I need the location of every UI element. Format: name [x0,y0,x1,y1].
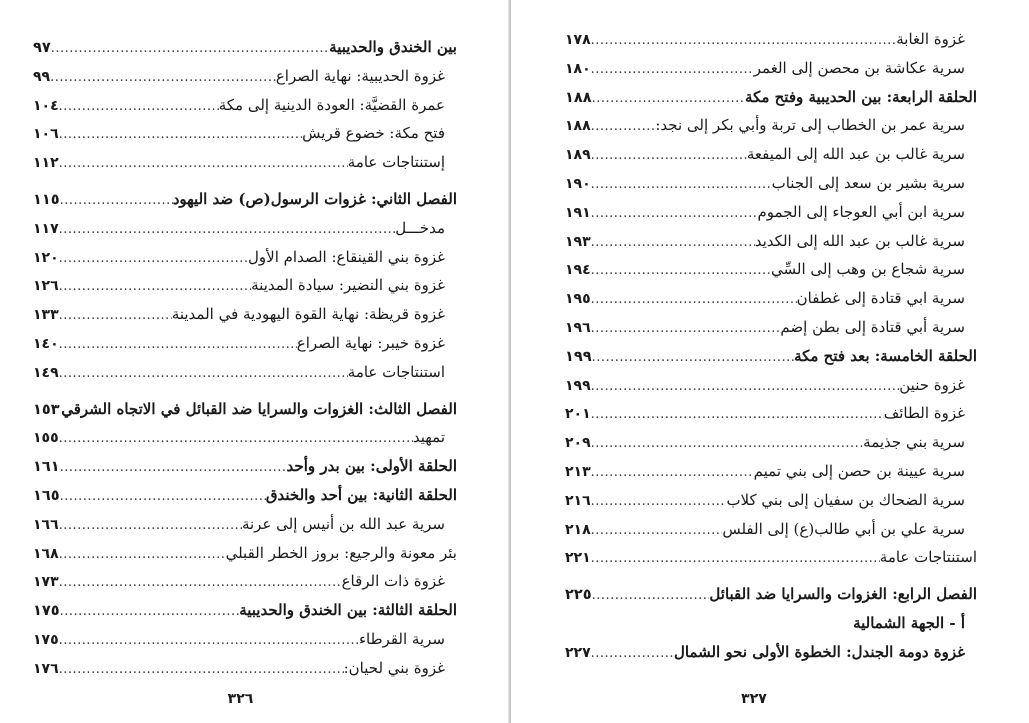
toc-entry-title: سرية شجاع بن وهب إلى السِّي [770,260,965,279]
toc-entry-page: ١٧٦ [33,660,59,677]
toc-entry-page: ١٥٥ [33,430,59,447]
leader-dots [59,541,226,570]
toc-entry-title: الحلقة الثانية: بين أحد والخندق [265,485,457,504]
toc-entry-page: ١٤٠ [33,335,59,352]
toc-entry[interactable] [33,271,457,300]
toc-entry-title: سرية غالب بن عبد الله إلى الميفعة [746,145,965,164]
toc-entry-page: ١٤٩ [33,364,59,381]
leader-dots [59,425,413,454]
toc-section-heading[interactable] [33,481,457,510]
toc-entry[interactable] [33,33,457,62]
leader-dots [51,35,329,64]
toc-entry-title: غزوة دومة الجندل: الخطوة الأولى نحو الشمال [673,642,965,661]
leader-dots [591,113,656,142]
toc-entry-title: استنتاجات عامة [347,362,445,381]
toc-entry[interactable] [33,91,457,120]
toc-entry-title: سرية ابن أبي العوجاء إلى الجموم [757,202,965,221]
leader-dots [59,302,172,331]
toc-entry-title: سرية أبي قتادة إلى بطن إضم [780,317,965,336]
toc-entry-page: ١٩٩ [565,377,591,394]
toc-entry-title: سرية عكاشة بن محصن إلى الغمر [753,58,965,77]
toc-entry[interactable] [565,543,977,572]
toc-entry-page: ١٧٣ [33,574,59,591]
toc-entry[interactable] [33,300,457,329]
toc-entry-title: إستنتاجات عامة [347,153,445,172]
toc-entry[interactable] [33,243,457,272]
toc-entry-page: ١٢٦ [33,278,59,295]
toc-entry-title: غزوة الطائف [883,404,965,423]
leader-dots [591,430,864,459]
toc-entry[interactable] [565,198,977,227]
toc-entry-page: ١٧٨ [565,32,591,48]
toc-entry-page: ١٩٤ [565,262,591,279]
leader-dots [591,517,723,546]
toc-entry-page: ١٢٠ [33,249,59,266]
leader-dots [591,142,747,171]
toc-entry-title: سرية عبد الله بن أنيس إلى عرنة [241,514,445,533]
leader-dots [59,121,303,150]
toc-entry-page: ١٦٨ [33,545,59,562]
toc-entry-page: ١٨٨ [565,89,592,106]
toc-entry-page: ١٠٦ [33,126,59,143]
toc-entry-title: سرية عمر بن الخطاب إلى تربة وأبي بكر إلى نجد: [655,116,965,135]
leader-dots [591,401,884,430]
toc-entry[interactable] [565,111,977,140]
toc-entry-title: غزوة حنين [899,375,965,394]
toc-entry-title: الفصل الرابع: الغزوات والسرايا ضد القبائل [709,585,977,604]
leader-dots [50,64,276,93]
toc-entry-title: غزوة بني النضير: سيادة المدينة [251,276,445,295]
toc-entry-title: غزوة الحديبية: نهاية الصراع [275,66,445,85]
leader-dots [59,273,252,302]
leader-dots [60,187,173,216]
leader-dots [59,150,348,179]
toc-entry-page: ١٦٥ [33,487,60,504]
toc-entry-title: غزوة خيبر: نهاية الصراع [296,333,445,352]
leader-dots [591,286,797,315]
toc-entry[interactable] [33,329,457,358]
toc-entry[interactable] [33,654,457,683]
leader-dots [59,331,297,360]
toc-entry[interactable] [33,423,457,452]
toc-entry-title: الفصل الثاني: غزوات الرسول(ص) ضد اليهود [172,189,457,208]
toc-entry[interactable] [565,371,977,400]
toc-entry-title: الفصل الثالث: الغزوات والسرايا ضد القبائل في الاتجاه الشرقي [61,399,457,418]
toc-entry-title: سرية ابي قتادة إلى غطفان [796,289,965,308]
leader-dots [60,454,287,483]
leader-dots [591,488,727,517]
toc-entry-page: ١٥٣ [33,401,60,418]
toc-entry[interactable] [565,54,977,83]
toc-entry-title: عمرة القضيَّة: العودة الدينية إلى مكة [218,95,445,114]
toc-entry-title: استنتاجات عامة [879,548,977,567]
toc-list-left [33,33,457,683]
toc-entry-title: سرية بشير بن سعد إلى الجناب [771,173,965,192]
toc-entry-page: ١٦٦ [33,516,59,533]
toc-entry[interactable] [33,567,457,596]
toc-entry-page: ١١٢ [33,155,59,172]
toc-entry-title: بين الخندق والحديبية [329,38,457,56]
toc-entry-title: غزوة الغابة [896,30,965,48]
toc-subheading [565,609,977,638]
toc-entry-title: الحلقة الأولى: بين بدر وأحد [286,457,457,476]
toc-entry-title: سرية علي بن أبي طالب(ع) إلى الفلس [722,519,965,538]
leader-dots [60,598,240,627]
toc-list-right [565,25,977,667]
leader-dots [591,229,755,258]
leader-dots [60,483,266,512]
leader-dots [591,373,900,402]
toc-entry-page: ١٧٥ [33,603,60,620]
toc-entry[interactable] [33,119,457,148]
leader-dots [591,200,758,229]
toc-entry-page: ١٨٩ [565,147,591,164]
leader-dots [591,171,772,200]
toc-chapter-heading[interactable] [565,580,977,609]
toc-entry-page: ١٩٥ [565,291,591,308]
left-page [0,0,509,723]
toc-entry-page: ١٩٣ [565,233,591,250]
toc-entry[interactable] [565,515,977,544]
toc-section-heading[interactable] [33,596,457,625]
toc-entry[interactable] [33,358,457,387]
leader-dots [592,85,745,114]
toc-entry-title: سرية غالب بن عبد الله إلى الكديد [754,231,965,250]
toc-entry-title: فتح مكة: خضوع قريش [302,124,445,143]
toc-entry-title: غزوة ذات الرقاع [341,572,445,591]
toc-section-heading[interactable] [565,342,977,371]
toc-entry[interactable] [565,486,977,515]
toc-entry-page: ١١٥ [33,191,60,208]
toc-entry[interactable] [565,638,977,667]
toc-entry-page: ١٠٤ [33,97,59,114]
toc-section-heading[interactable] [565,83,977,112]
toc-entry[interactable] [565,227,977,256]
toc-entry[interactable] [33,214,457,243]
toc-entry-title: الحلقة الخامسة: بعد فتح مكة [794,346,977,365]
toc-entry-page: ١٧٥ [33,631,59,648]
toc-entry-title: سرية عيينة بن حصن إلى بني تميم [753,461,965,480]
page-number: ٣٢٧ [741,691,767,707]
toc-entry-title: تمهيد [412,428,445,447]
page-number: ٣٢٦ [227,691,254,707]
toc-entry[interactable] [565,284,977,313]
leader-dots [591,27,897,56]
toc-entry-title: أ - الجهة الشمالية [853,613,965,632]
toc-entry[interactable] [565,25,977,54]
toc-chapter-heading[interactable] [33,395,457,424]
toc-entry-page: ١١٧ [33,220,59,237]
toc-entry-page: ١٩٩ [565,348,592,365]
toc-entry-page: ١٣٣ [33,307,59,324]
toc-entry-page: ٢١٣ [565,463,591,480]
leader-dots [591,257,771,286]
toc-entry[interactable] [565,399,977,428]
toc-entry[interactable] [565,169,977,198]
right-page [511,0,1029,723]
leader-dots [591,545,880,574]
toc-entry-page: ٢٠١ [565,406,591,423]
leader-dots [59,360,348,389]
leader-dots [59,512,242,541]
toc-entry[interactable] [33,62,457,91]
toc-entry-page: ٢١٨ [565,521,591,538]
leader-dots [59,216,396,245]
leader-dots [592,344,795,373]
toc-entry-title: سرية القرطاء [359,629,445,648]
toc-section-heading[interactable] [33,452,457,481]
toc-entry-title: الحلقة الرابعة: بين الحديبية وفتح مكة [745,87,977,106]
toc-entry-page: ١٩١ [565,204,591,221]
toc-entry[interactable] [33,539,457,568]
toc-entry-title: سرية بني جذيمة [863,433,965,452]
toc-entry-page: ١٦١ [33,459,60,476]
leader-dots [59,245,248,274]
toc-entry[interactable] [565,457,977,486]
leader-dots [59,656,344,685]
toc-entry[interactable] [565,255,977,284]
toc-entry-page: ٢٢١ [565,550,591,567]
toc-entry-page: ١٨٨ [565,118,591,135]
toc-entry[interactable] [565,428,977,457]
leader-dots [59,93,219,122]
toc-entry-title: الحلقة الثالثة: بين الخندق والحديبية [239,601,457,620]
leader-dots [591,56,754,85]
toc-entry-page: ١٩٠ [565,175,591,192]
toc-entry-page: ٢٠٩ [565,435,591,452]
leader-dots [591,459,754,488]
toc-entry-page: ٢١٦ [565,492,591,509]
toc-entry-title: غزوة قريظة: نهاية القوة اليهودية في المدينة [171,305,445,324]
toc-entry-page: ١٩٦ [565,319,591,336]
leader-dots [591,315,781,344]
toc-entry[interactable] [33,148,457,177]
toc-entry-title: غزوة بني القينقاع: الصدام الأول [248,247,445,266]
leader-dots [592,582,710,611]
toc-entry-page: ١٨٠ [565,60,591,77]
leader-dots [59,627,359,656]
toc-entry-page: ٢٢٥ [565,587,592,604]
toc-entry-page: ٩٩ [33,68,51,85]
toc-entry-page: ٢٢٧ [565,644,591,661]
toc-chapter-heading[interactable] [33,185,457,214]
toc-entry-title: سرية الضحاك بن سفيان إلى بني كلاب [726,490,965,509]
toc-entry-title: مدخـــل [395,218,445,237]
toc-entry-page: ٩٧ [33,40,51,56]
toc-entry[interactable] [565,140,977,169]
leader-dots [591,640,674,669]
toc-entry[interactable] [33,625,457,654]
toc-entry[interactable] [33,510,457,539]
toc-entry-title: بئر معونة والرجيع: بروز الخطر القبلي [225,543,457,562]
toc-entry-title: غزوة بني لحيان: [343,658,445,677]
leader-dots [59,569,342,598]
toc-entry[interactable] [565,313,977,342]
